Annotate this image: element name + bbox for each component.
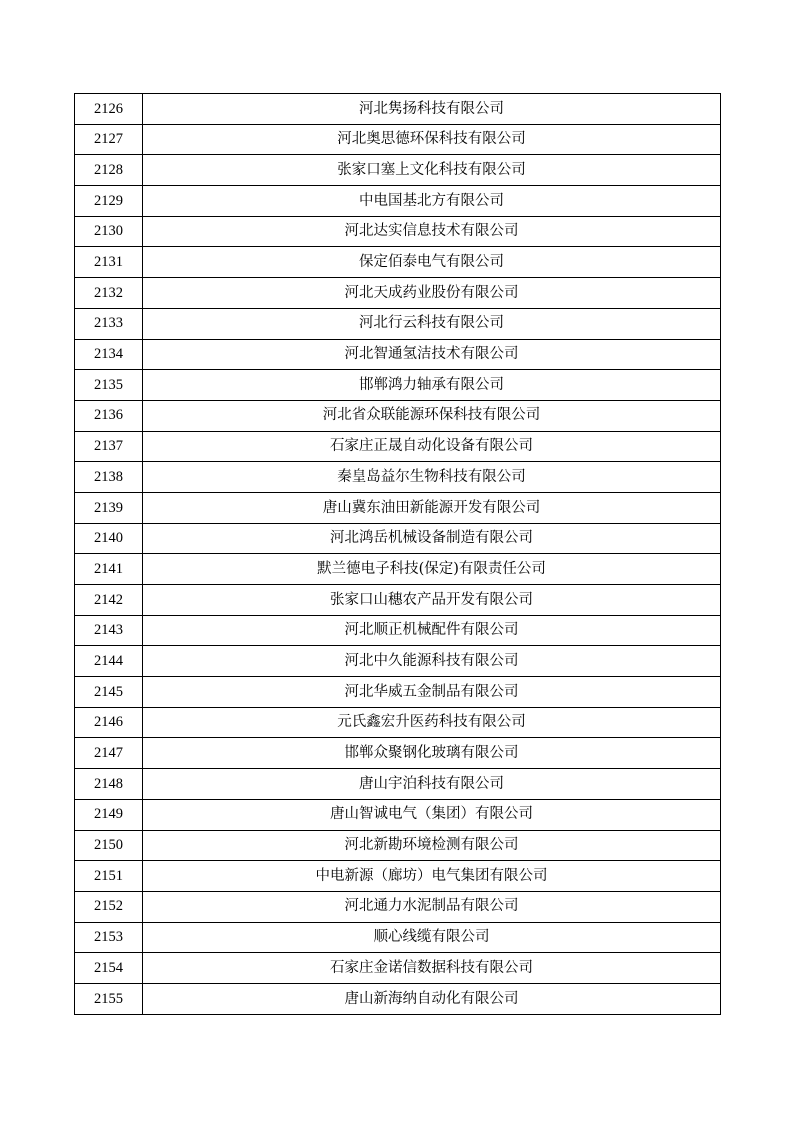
table-row — [75, 953, 721, 984]
company-name: 张家口山穗农产品开发有限公司 — [143, 585, 721, 616]
table-row — [75, 278, 721, 309]
table-row — [75, 247, 721, 278]
company-name: 邯郸鸿力轴承有限公司 — [143, 370, 721, 401]
row-number: 2154 — [75, 953, 143, 984]
table-row — [75, 400, 721, 431]
table-row — [75, 769, 721, 800]
company-name: 河北华威五金制品有限公司 — [143, 677, 721, 708]
row-number: 2140 — [75, 523, 143, 554]
company-name: 河北通力水泥制品有限公司 — [143, 891, 721, 922]
row-number: 2141 — [75, 554, 143, 585]
row-number: 2133 — [75, 308, 143, 339]
row-number: 2151 — [75, 861, 143, 892]
row-number: 2138 — [75, 462, 143, 493]
row-number: 2153 — [75, 922, 143, 953]
row-number: 2145 — [75, 677, 143, 708]
company-name: 河北顺正机械配件有限公司 — [143, 615, 721, 646]
company-name: 河北鸿岳机械设备制造有限公司 — [143, 523, 721, 554]
table-row — [75, 155, 721, 186]
row-number: 2131 — [75, 247, 143, 278]
company-name: 唐山新海纳自动化有限公司 — [143, 983, 721, 1014]
company-name: 河北达实信息技术有限公司 — [143, 216, 721, 247]
row-number: 2134 — [75, 339, 143, 370]
company-name: 邯郸众聚钢化玻璃有限公司 — [143, 738, 721, 769]
company-name: 秦皇岛益尔生物科技有限公司 — [143, 462, 721, 493]
company-name: 河北奥思德环保科技有限公司 — [143, 124, 721, 155]
row-number: 2137 — [75, 431, 143, 462]
company-name: 保定佰泰电气有限公司 — [143, 247, 721, 278]
table-row — [75, 677, 721, 708]
row-number: 2143 — [75, 615, 143, 646]
company-name: 唐山宇泊科技有限公司 — [143, 769, 721, 800]
company-list-table — [74, 93, 721, 1015]
table-row — [75, 861, 721, 892]
table-row — [75, 523, 721, 554]
row-number: 2128 — [75, 155, 143, 186]
table-row — [75, 339, 721, 370]
row-number: 2148 — [75, 769, 143, 800]
row-number: 2149 — [75, 799, 143, 830]
row-number: 2135 — [75, 370, 143, 401]
company-name: 石家庄金诺信数据科技有限公司 — [143, 953, 721, 984]
table-row — [75, 891, 721, 922]
row-number: 2130 — [75, 216, 143, 247]
row-number: 2150 — [75, 830, 143, 861]
company-name: 唐山冀东油田新能源开发有限公司 — [143, 492, 721, 523]
table-row — [75, 216, 721, 247]
row-number: 2127 — [75, 124, 143, 155]
table-row — [75, 615, 721, 646]
company-name: 河北中久能源科技有限公司 — [143, 646, 721, 677]
company-name: 唐山智诚电气（集团）有限公司 — [143, 799, 721, 830]
row-number: 2144 — [75, 646, 143, 677]
table-row — [75, 94, 721, 125]
row-number: 2155 — [75, 983, 143, 1014]
company-name: 河北隽扬科技有限公司 — [143, 94, 721, 125]
row-number: 2129 — [75, 186, 143, 217]
table-row — [75, 186, 721, 217]
table-row — [75, 492, 721, 523]
table-row — [75, 738, 721, 769]
company-name: 中电国基北方有限公司 — [143, 186, 721, 217]
table-row — [75, 799, 721, 830]
table-row — [75, 431, 721, 462]
company-name: 顺心线缆有限公司 — [143, 922, 721, 953]
table-row — [75, 830, 721, 861]
table-body — [75, 94, 721, 1015]
company-name: 石家庄正晟自动化设备有限公司 — [143, 431, 721, 462]
company-name: 默兰德电子科技(保定)有限责任公司 — [143, 554, 721, 585]
row-number: 2139 — [75, 492, 143, 523]
company-name: 河北智通氢洁技术有限公司 — [143, 339, 721, 370]
table-row — [75, 585, 721, 616]
table-row — [75, 707, 721, 738]
table-row — [75, 646, 721, 677]
row-number: 2142 — [75, 585, 143, 616]
row-number: 2126 — [75, 94, 143, 125]
row-number: 2146 — [75, 707, 143, 738]
table-row — [75, 370, 721, 401]
company-name: 河北行云科技有限公司 — [143, 308, 721, 339]
company-name: 河北新勘环境检测有限公司 — [143, 830, 721, 861]
table-row — [75, 308, 721, 339]
row-number: 2132 — [75, 278, 143, 309]
company-name: 张家口塞上文化科技有限公司 — [143, 155, 721, 186]
company-name: 中电新源（廊坊）电气集团有限公司 — [143, 861, 721, 892]
table-row — [75, 124, 721, 155]
table-row — [75, 462, 721, 493]
table-row — [75, 983, 721, 1014]
table-row — [75, 922, 721, 953]
row-number: 2147 — [75, 738, 143, 769]
company-name: 元氏鑫宏升医药科技有限公司 — [143, 707, 721, 738]
company-name: 河北天成药业股份有限公司 — [143, 278, 721, 309]
company-name: 河北省众联能源环保科技有限公司 — [143, 400, 721, 431]
row-number: 2136 — [75, 400, 143, 431]
row-number: 2152 — [75, 891, 143, 922]
table-row — [75, 554, 721, 585]
